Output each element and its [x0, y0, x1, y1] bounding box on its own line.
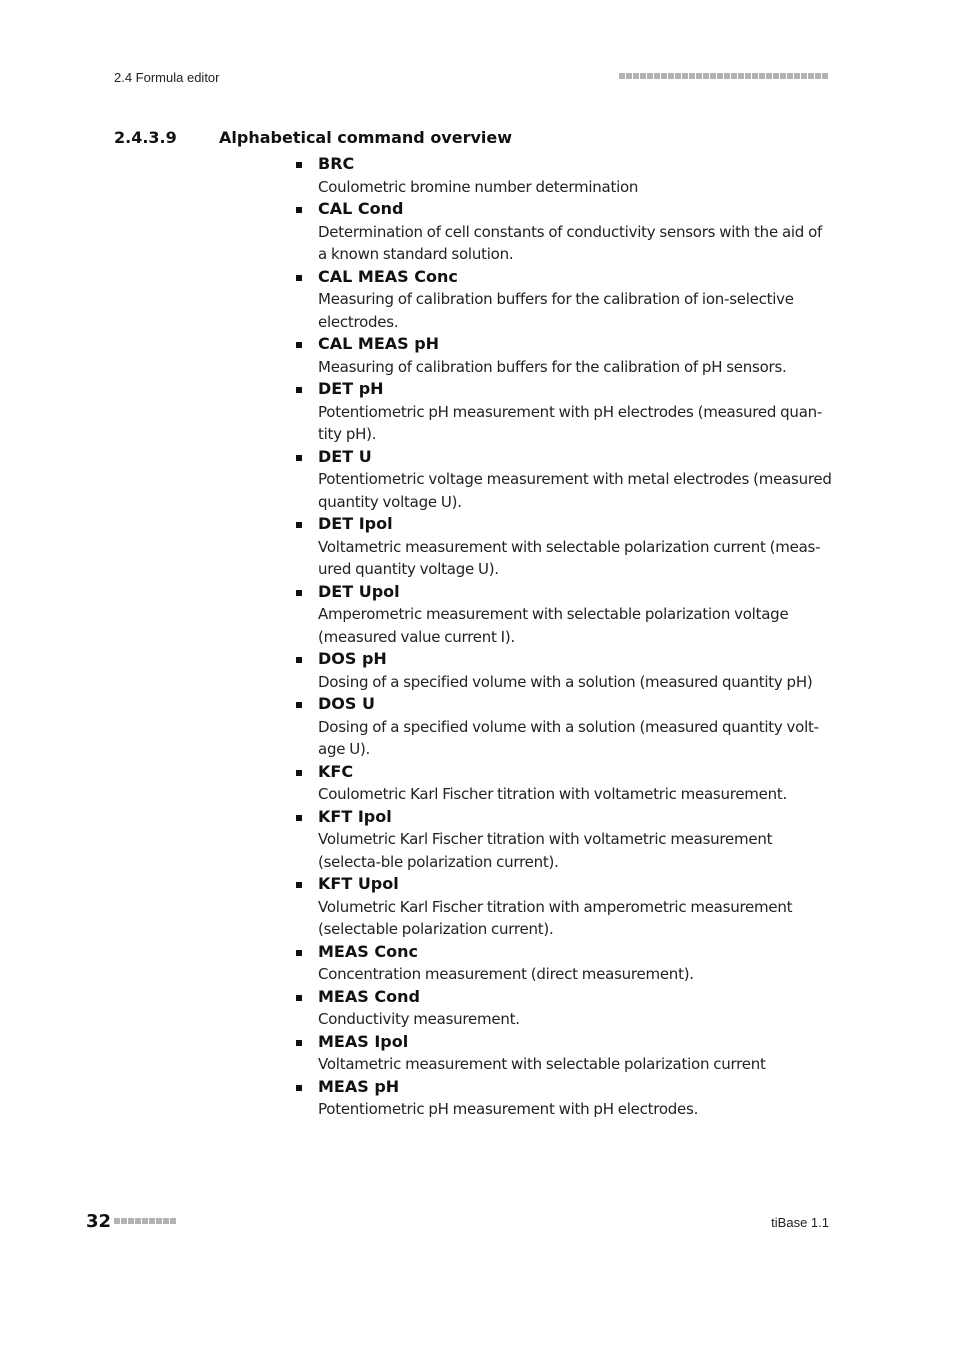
list-item	[318, 1076, 834, 1121]
list-item	[318, 446, 834, 514]
command-description: Voltametric measurement with selectable polarization current	[318, 1055, 766, 1073]
command-description: Conductivity measurement.	[318, 1010, 520, 1028]
command-description: Potentiometric pH measurement with pH electrodes.	[318, 1100, 699, 1118]
command-description: Dosing of a specified volume with a solution (measured quantity volt-age U).	[318, 717, 819, 758]
header-decoration-squares	[619, 73, 828, 79]
list-item	[318, 761, 834, 806]
bullet-icon	[296, 162, 302, 168]
command-name: DOS U	[318, 694, 375, 713]
bullet-icon	[296, 1085, 302, 1091]
bullet-icon	[296, 342, 302, 348]
command-name: DOS pH	[318, 649, 387, 668]
list-item	[318, 581, 834, 649]
command-description: Volumetric Karl Fischer titration with amperometric measurement (selectable polarization current).	[318, 897, 793, 938]
bullet-icon	[296, 387, 302, 393]
list-item	[318, 693, 834, 761]
bullet-icon	[296, 590, 302, 596]
list-item	[318, 986, 834, 1031]
list-item	[318, 378, 834, 446]
bullet-icon	[296, 275, 302, 281]
command-name: CAL MEAS pH	[318, 334, 440, 353]
bullet-icon	[296, 995, 302, 1001]
command-list	[318, 153, 834, 1121]
command-name: MEAS pH	[318, 1076, 400, 1096]
section-heading	[114, 128, 512, 147]
command-name: KFC	[318, 761, 354, 781]
list-item	[318, 153, 834, 198]
command-name: KFT Upol	[318, 874, 399, 893]
command-name: MEAS Cond	[318, 986, 420, 1006]
list-item	[318, 873, 834, 941]
command-description: Dosing of a specified volume with a solution (measured quantity pH)	[318, 672, 813, 691]
bullet-icon	[296, 882, 302, 888]
command-name: DET Ipol	[318, 514, 393, 533]
bullet-icon	[296, 770, 302, 776]
product-version: tiBase 1.1	[771, 1215, 829, 1230]
section-number: 2.4.3.9	[114, 128, 177, 147]
bullet-icon	[296, 657, 302, 663]
command-description: Measuring of calibration buffers for the calibration of ion-selective electrodes.	[318, 290, 794, 331]
bullet-icon	[296, 207, 302, 213]
running-head-title: 2.4 Formula editor	[114, 70, 220, 85]
command-description: Concentration measurement (direct measurement).	[318, 965, 694, 983]
bullet-icon	[296, 815, 302, 821]
command-description: Amperometric measurement with selectable polarization voltage (measured value current I).	[318, 605, 789, 646]
list-item	[318, 266, 834, 334]
bullet-icon	[296, 455, 302, 461]
list-item	[318, 513, 834, 581]
bullet-icon	[296, 702, 302, 708]
command-name: CAL Cond	[318, 199, 404, 218]
section-title: Alphabetical command overview	[219, 128, 513, 147]
command-description: Potentiometric voltage measurement with metal electrodes (measured quantity voltage U).	[318, 470, 832, 511]
command-name: MEAS Conc	[318, 941, 418, 961]
list-item	[318, 648, 834, 693]
page-number: 32	[86, 1211, 112, 1232]
command-description: Coulometric bromine number determination	[318, 177, 639, 196]
list-item	[318, 1031, 834, 1076]
command-description: Potentiometric pH measurement with pH electrodes (measured quan-tity pH).	[318, 402, 823, 443]
command-name: MEAS Ipol	[318, 1031, 409, 1051]
command-description: Voltametric measurement with selectable polarization current (meas-ured quantity voltage U).	[318, 537, 821, 578]
command-name: BRC	[318, 154, 355, 173]
command-name: DET U	[318, 446, 372, 466]
command-name: KFT Ipol	[318, 806, 392, 826]
bullet-icon	[296, 950, 302, 956]
command-name: DET pH	[318, 379, 384, 398]
command-description: Volumetric Karl Fischer titration with voltametric measurement (selecta-ble polarization current).	[318, 830, 773, 871]
command-description: Coulometric Karl Fischer titration with voltametric measurement.	[318, 785, 788, 803]
bullet-icon	[296, 522, 302, 528]
command-description: Measuring of calibration buffers for the calibration of pH sensors.	[318, 357, 787, 376]
bullet-icon	[296, 1040, 302, 1046]
command-name: DET Upol	[318, 581, 400, 601]
list-item	[318, 333, 834, 378]
list-item	[318, 198, 834, 266]
footer-decoration-squares	[114, 1218, 176, 1224]
list-item	[318, 941, 834, 986]
command-name: CAL MEAS Conc	[318, 266, 458, 286]
command-description: Determination of cell constants of conductivity sensors with the aid of a known standard solution.	[318, 222, 823, 263]
list-item	[318, 806, 834, 874]
